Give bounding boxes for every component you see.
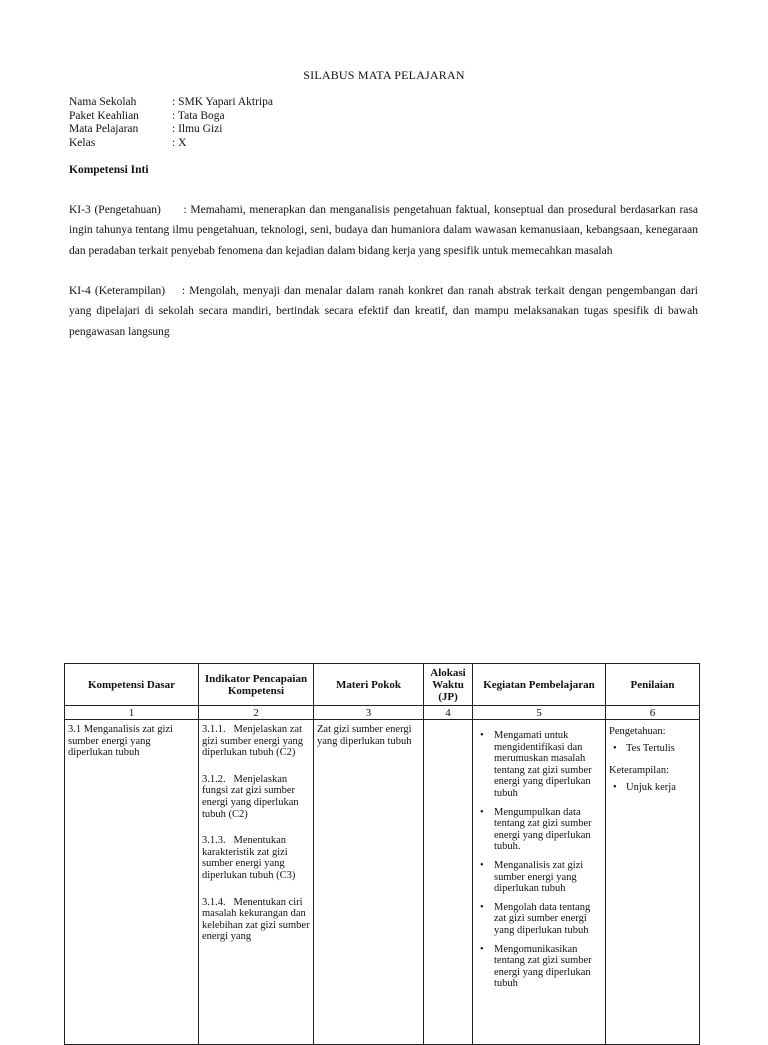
indikator-cell bbox=[199, 720, 314, 1045]
column-number: 2 bbox=[199, 706, 314, 720]
assessment-knowledge-label: Pengetahuan: bbox=[609, 726, 666, 737]
kegiatan-cell bbox=[473, 720, 606, 1045]
activity-text: Mengumpulkan data tentang zat gizi sumber energi yang diperlukan tubuh. bbox=[494, 806, 592, 853]
indicator-code: 3.1.3. bbox=[202, 835, 226, 847]
column-number: 5 bbox=[473, 706, 606, 720]
column-number: 1 bbox=[65, 706, 199, 720]
bullet-icon: • bbox=[480, 859, 484, 871]
column-number: 3 bbox=[314, 706, 424, 720]
assessment-text: Tes Tertulis bbox=[626, 742, 675, 754]
assessment-skill-label: Keterampilan: bbox=[609, 765, 670, 777]
header-materi-pokok: Materi Pokok bbox=[314, 664, 424, 706]
kompetensi-dasar-cell: 3.1 Menganalisis zat gizi sumber energi yang diperlukan tubuh bbox=[65, 720, 199, 1045]
identity-row-package bbox=[69, 110, 273, 124]
identity-row-subject bbox=[69, 123, 273, 137]
indicator-text: Menentukan karakteristik zat gizi sumber energi yang diperlukan tubuh (C3) bbox=[202, 835, 296, 881]
identity-value: : X bbox=[172, 136, 187, 149]
header-alokasi-waktu: Alokasi Waktu (JP) bbox=[424, 664, 473, 706]
bullet-icon: • bbox=[480, 806, 484, 818]
identity-label: Nama Sekolah bbox=[69, 96, 137, 108]
list-item bbox=[476, 807, 602, 853]
indicator-text: Menjelaskan zat gizi sumber energi yang diperlukan tubuh (C2) bbox=[202, 724, 303, 759]
assessment-text: Unjuk kerja bbox=[626, 781, 676, 793]
identity-label: Kelas bbox=[69, 136, 96, 149]
indicator-code: 3.1.2. bbox=[202, 773, 226, 785]
indicator-item bbox=[202, 724, 310, 759]
bullet-icon: • bbox=[613, 781, 617, 793]
header-indikator: Indikator Pencapaian Kompetensi bbox=[199, 664, 314, 706]
indicator-item bbox=[202, 835, 310, 881]
syllabus-table bbox=[64, 663, 700, 1045]
identity-value: : Ilmu Gizi bbox=[172, 123, 223, 135]
activity-text: Mengamati untuk mengidentifikasi dan merumuskan masalah tentang zat gizi sumber energi yang diperlukan tubuh bbox=[494, 730, 592, 799]
activity-text: Mengomunikasikan tentang zat gizi sumber energi yang diperlukan tubuh bbox=[494, 943, 592, 990]
alokasi-waktu-cell bbox=[424, 720, 473, 1045]
identity-row-class bbox=[69, 137, 273, 151]
column-number: 6 bbox=[606, 706, 700, 720]
list-item bbox=[476, 944, 602, 990]
indicator-item bbox=[202, 897, 310, 943]
activity-text: Mengolah data tentang zat gizi sumber energi yang diperlukan tubuh bbox=[494, 901, 591, 936]
indicator-text: Menjelaskan fungsi zat gizi sumber energi yang diperlukan tubuh (C2) bbox=[202, 773, 299, 820]
ki4-text: : Mengolah, menyaji dan menalar dalam ranah konkret dan ranah abstrak terkait dengan pengembangan dari yang dipelajari di sekolah secara mandiri, bertindak secara efektif dan kreatif, dan mampu melaksanakan tugas spesifik di bawah pengawasan langsung bbox=[69, 285, 698, 338]
identity-value: : SMK Yapari Aktripa bbox=[172, 96, 273, 108]
identity-value: : Tata Boga bbox=[172, 109, 225, 122]
assessment-knowledge-item bbox=[609, 743, 696, 755]
column-number: 4 bbox=[424, 706, 473, 720]
bullet-icon: • bbox=[480, 730, 484, 741]
table-number-row bbox=[65, 706, 700, 720]
ki3-label: KI-3 (Pengetahuan) bbox=[69, 204, 161, 216]
ki4-paragraph bbox=[69, 281, 698, 342]
list-item bbox=[476, 902, 602, 937]
activity-list bbox=[476, 730, 602, 990]
school-identity bbox=[69, 96, 273, 150]
indicator-text: Menentukan ciri masalah kekurangan dan kelebihan zat gizi sumber energi yang bbox=[202, 896, 310, 943]
indicator-code: 3.1.4. bbox=[202, 896, 226, 908]
core-competency-heading: Kompetensi Inti bbox=[69, 164, 149, 176]
identity-label: Paket Keahlian bbox=[69, 109, 139, 122]
document-title: SILABUS MATA PELAJARAN bbox=[303, 68, 465, 82]
identity-row-school bbox=[69, 96, 273, 110]
penilaian-cell bbox=[606, 720, 700, 1045]
bullet-icon: • bbox=[613, 742, 617, 754]
bullet-icon: • bbox=[480, 943, 484, 955]
header-kompetensi-dasar: Kompetensi Dasar bbox=[65, 664, 199, 706]
indicator-item bbox=[202, 774, 310, 820]
activity-text: Menganalisis zat gizi sumber energi yang diperlukan tubuh bbox=[494, 859, 584, 895]
bullet-icon: • bbox=[480, 901, 484, 913]
table-header-row bbox=[65, 664, 700, 706]
list-item bbox=[476, 860, 602, 895]
header-kegiatan: Kegiatan Pembelajaran bbox=[473, 664, 606, 706]
indicator-code: 3.1.1. bbox=[202, 724, 226, 735]
ki3-paragraph bbox=[69, 200, 698, 261]
table-row bbox=[65, 720, 700, 1045]
ki4-label: KI-4 (Keterampilan) bbox=[69, 285, 166, 297]
list-item bbox=[476, 730, 602, 800]
identity-label: Mata Pelajaran bbox=[69, 123, 139, 135]
header-penilaian: Penilaian bbox=[606, 664, 700, 706]
materi-pokok-cell: Zat gizi sumber energi yang diperlukan tubuh bbox=[314, 720, 424, 1045]
ki3-text: : Memahami, menerapkan dan menganalisis pengetahuan faktual, konseptual dan prosedural berdasarkan rasa ingin tahunya tentang ilmu pengetahuan, teknologi, seni, budaya dan humaniora dalam wawasan kemanusiaan, kebangsaan, kenegaraan dan peradaban terkait penyebab fenomena dan kejadian dalam bidang kerja yang spesifik untuk memecahkan masalah bbox=[69, 204, 698, 257]
assessment-skill-item bbox=[609, 782, 696, 794]
